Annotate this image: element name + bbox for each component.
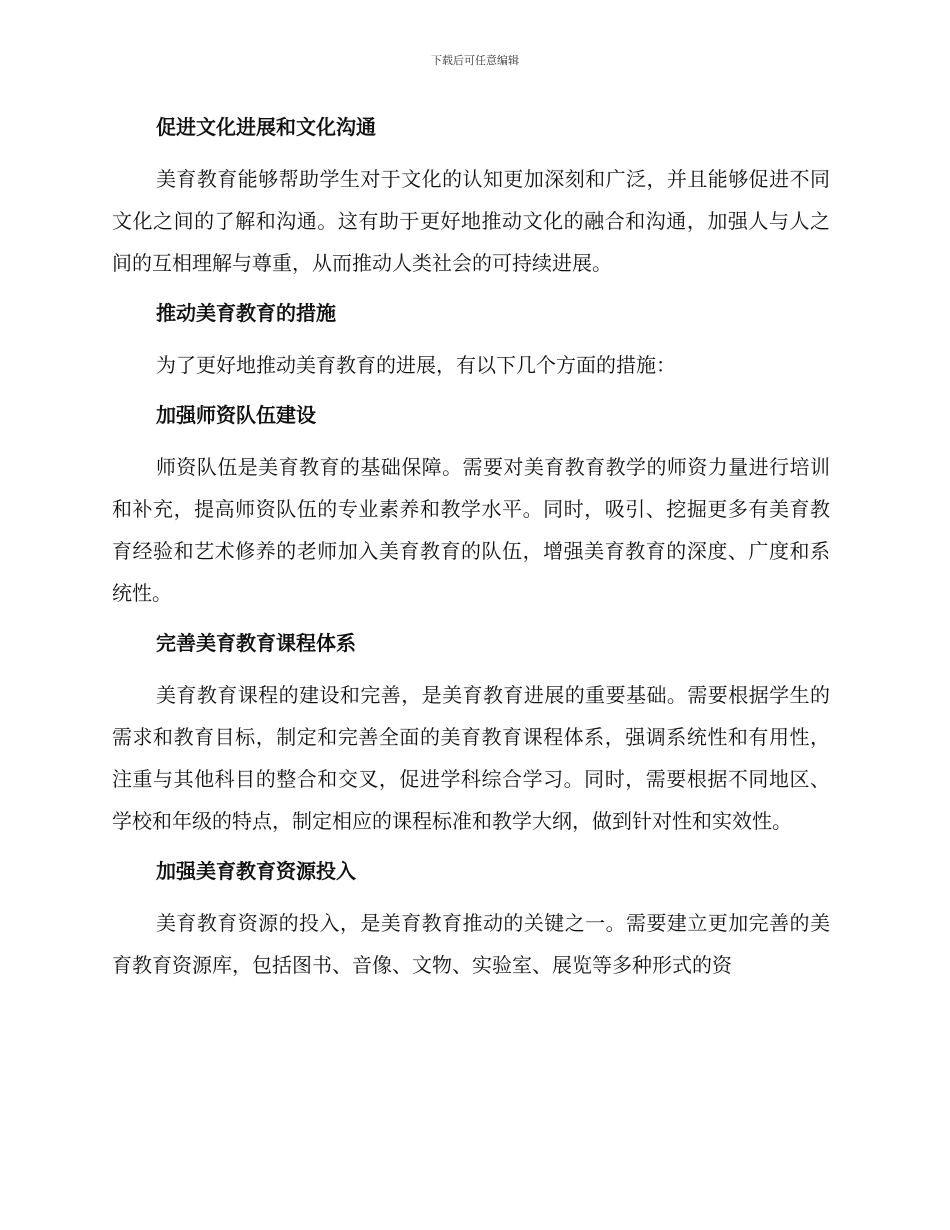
section-paragraph: 为了更好地推动美育教育的进展，有以下几个方面的措施： bbox=[156, 353, 676, 377]
section-paragraph: 美育教育能够帮助学生对于文化的认知更加深刻和广泛，并且能够促进不同文化之间的了解和沟通。这有助于更好地推动文化的融合和沟通，加强人与人之间的互相理解与尊重，从而推动人类社会的可持续进展。 bbox=[112, 167, 830, 275]
section-heading: 促进文化进展和文化沟通 bbox=[156, 115, 376, 139]
section-heading: 加强师资队伍建设 bbox=[156, 403, 316, 427]
section-paragraph: 美育教育课程的建设和完善，是美育教育进展的重要基础。需要根据学生的需求和教育目标，制定和完善全面的美育教育课程体系，强调系统性和有用性，注重与其他科目的整合和交叉，促进学科综合学习。同时，需要根据不同地区、学校和年级的特点，制定相应的课程标准和教学大纲，做到针对性和实效性。 bbox=[112, 683, 830, 833]
document-body bbox=[112, 110, 830, 986]
page-header-note: 下载后可任意编辑 bbox=[431, 54, 519, 67]
section-paragraph: 师资队伍是美育教育的基础保障。需要对美育教育教学的师资力量进行培训和补充，提高师资队伍的专业素养和教学水平。同时，吸引、挖掘更多有美育教育经验和艺术修养的老师加入美育教育的队伍，增强美育教育的深度、广度和系统性。 bbox=[112, 455, 830, 605]
section-heading: 推动美育教育的措施 bbox=[156, 301, 336, 325]
section-heading: 完善美育教育课程体系 bbox=[156, 631, 356, 655]
section-heading: 加强美育教育资源投入 bbox=[156, 859, 356, 883]
section-paragraph: 美育教育资源的投入，是美育教育推动的关键之一。需要建立更加完善的美育教育资源库，包括图书、音像、文物、实验室、展览等多种形式的资 bbox=[112, 911, 830, 977]
